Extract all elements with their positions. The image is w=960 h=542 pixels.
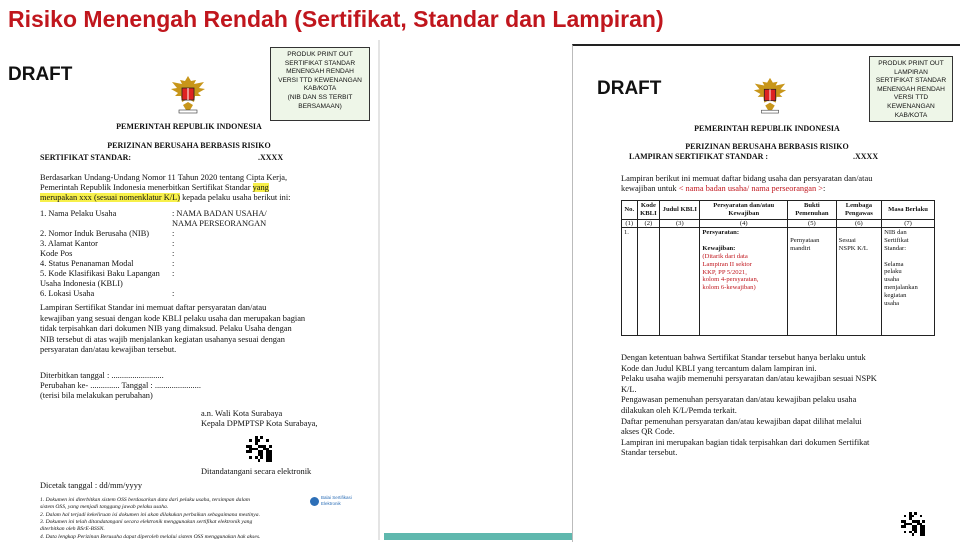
permit-heading: PERIZINAN BERUSAHA BERBASIS RISIKO [107, 141, 271, 150]
column-header: Persyaratan dan/atau Kewajiban [700, 201, 788, 220]
intro-line-3: merupakan xxx (sesuai nomenklatur K/L) kepada pelaku usaha berikut ini: [40, 193, 291, 202]
slide-title: Risiko Menengah Rendah (Sertifikat, Standar dan Lampiran) [8, 6, 664, 32]
table-header-row [622, 201, 935, 220]
field-value: : [172, 239, 175, 248]
proof-cell [788, 228, 837, 336]
change-date: Perubahan ke- .............. Tanggal : ...................... [40, 381, 201, 390]
cell-line [884, 253, 932, 261]
paragraph-line: Lampiran Sertifikat Standar ini memuat daftar persyaratan dan/atau [40, 303, 267, 312]
requirements-cell: Persyaratan: Kewajiban: (Ditarik dari data Lampiran II sektor KKP, PP 5/2021, kolom 4-persyaratan, kolom 6-kewajiban) [700, 228, 788, 336]
column-header: Judul KBLI [660, 201, 700, 220]
print-date: Dicetak tanggal : dd/mm/yyyy [40, 481, 143, 490]
footnote-line: 4. Data lengkap Perizinan Berusaha dapat diperoleh melalui sistem OSS menggunakan hak akses. [40, 533, 261, 540]
table-number-row [622, 219, 935, 228]
closing-line: Pelaku usaha wajib memenuhi persyaratan dan/atau kewajiban sesuai NSPK [621, 374, 877, 384]
stamp-line: MENENGAH RENDAH [286, 68, 354, 76]
certificate-document [0, 40, 378, 540]
kbli-title-cell [660, 228, 700, 336]
cell-line: kegiatan [884, 291, 907, 299]
field-label: 2. Nomor Induk Berusaha (NIB) [40, 229, 150, 238]
cell-line: Sesuai [838, 237, 856, 245]
stamp-line: (NIB DAN SS TERBIT [287, 93, 353, 101]
closing-line: akses QR Code. [621, 427, 675, 437]
issued-date: Diterbitkan tanggal : ......................... [40, 371, 164, 380]
draft-label: DRAFT [597, 78, 662, 99]
stamp-line: SERTIFIKAT STANDAR [284, 59, 356, 67]
column-number: (3) [660, 219, 700, 228]
field-value: : [172, 249, 175, 258]
closing-line: Pengawasan pemenuhan persyaratan dan/atau kewajiban pelaku usaha [621, 395, 857, 405]
footnote-line: 1. Dokumen ini diterbitkan sistem OSS berdasarkan data dari pelaku usaha, tersimpan dalam [40, 497, 250, 503]
field-value: : [172, 269, 175, 278]
paragraph-line: NIB tersebut di atas wajib menjalankan kegiatan usahanya sesuai dengan [40, 334, 285, 344]
column-number: (6) [836, 219, 881, 228]
field-label: 6. Lokasi Usaha [40, 289, 95, 298]
signatory-line-1: a.n. Wali Kota Surabaya [201, 409, 283, 418]
cell-line: mandiri [790, 245, 811, 253]
print-out-stamp [869, 56, 953, 122]
closing-line: Daftar pemenuhan persyaratan dan/atau kewajiban dapat dilihat melalui [621, 416, 862, 426]
cell-line: (Ditarik dari data [702, 252, 748, 260]
garuda-emblem-icon [168, 72, 208, 116]
stamp-line: BERSAMAAN) [298, 102, 342, 110]
page-divider [378, 40, 380, 540]
print-out-stamp [270, 47, 370, 121]
highlight-text: merupakan xxx (sesuai nomenklatur K/L) [40, 193, 181, 202]
cell-line: usaha [884, 276, 900, 284]
appendix-number: .XXXX [853, 152, 879, 161]
signatory-line-2: Kepala DPMPTSP Kota Surabaya, [201, 419, 318, 428]
stamp-line: VERSI TTD KEWENANGAN [278, 76, 362, 84]
paragraph-line: persyaratan dan/atau kewajiban tersebut. [40, 345, 177, 355]
government-title: PEMERINTAH REPUBLIK INDONESIA [694, 124, 840, 133]
paragraph-line: tidak terpisahkan dari dokumen NIB yang dimaksud. Pelaku Usaha dengan [40, 324, 292, 334]
cell-line: Selama [884, 260, 904, 268]
column-header: Kode KBLI [637, 201, 660, 220]
requirements-table [621, 200, 935, 336]
footnote-line: sistem OSS, yang menjadi tanggung jawab pelaku usaha. [40, 504, 169, 511]
government-title: PEMERINTAH REPUBLIK INDONESIA [116, 122, 262, 131]
certificate-number: .XXXX [258, 153, 284, 162]
field-value: : [172, 259, 175, 268]
appendix-label: LAMPIRAN SERTIFIKAT STANDAR : [629, 152, 769, 161]
intro-line-2: Pemerintah Republik Indonesia menerbitkan Sertifikat Standar yang [40, 183, 269, 192]
draft-label: DRAFT [8, 64, 73, 85]
paragraph-line: kewajiban yang sesuai dengan kode KBLI pelaku usaha dan merupakan bagian [40, 313, 306, 323]
stamp-line: SERTIFIKAT STANDAR [875, 77, 947, 85]
column-number: (4) [700, 219, 788, 228]
field-label: Usaha Indonesia (KBLI) [40, 279, 123, 288]
change-note: (terisi bila melakukan perubahan) [40, 391, 153, 400]
certificate-label: SERTIFIKAT STANDAR: [40, 153, 132, 162]
field-value: : [172, 229, 175, 238]
stamp-line: PRODUK PRINT OUT [878, 60, 944, 67]
electronic-signature-note: Ditandatangani secara elektronik [201, 467, 312, 476]
stamp-line: MENENGAH RENDAH [877, 85, 945, 93]
field-value: : NAMA BADAN USAHA/ [172, 209, 267, 218]
highlight-text: yang [252, 183, 269, 192]
column-number: (1) [622, 219, 638, 228]
cell-line: kolom 4-persyaratan, [702, 276, 759, 284]
cell-line: Standar: [884, 244, 907, 252]
agency-cell [836, 228, 881, 336]
field-value: NAMA PERSEORANGAN [172, 219, 267, 228]
appendix-document [572, 44, 960, 542]
column-number: (2) [637, 219, 660, 228]
stamp-line: LAMPIRAN [894, 68, 928, 76]
cell-line: Pernyataan [790, 237, 820, 245]
row-number: 1. [622, 228, 638, 336]
stamp-line: PRODUK PRINT OUT [287, 51, 353, 58]
bsre-logo: Balai Sertifikasi Elektronik [310, 495, 354, 515]
stamp-line: VERSI TTD KEWENANGAN [887, 94, 935, 110]
table-row [622, 228, 935, 336]
footnote-line: diterbitkan oleh BSrE-BSSN. [40, 526, 105, 533]
closing-line: dilakukan oleh K/L/Pemda terkait. [621, 406, 737, 415]
field-label: 5. Kode Klasifikasi Baku Lapangan [40, 269, 160, 278]
cell-line: pelaku [884, 268, 902, 276]
appendix-intro-1: Lampiran berikut ini memuat daftar bidang usaha dan persyaratan dan/atau [621, 174, 873, 183]
field-label: 4. Status Penanaman Modal [40, 259, 134, 268]
qr-code-icon [901, 512, 925, 536]
closing-line: Lampiran ini merupakan bagian tidak terpisahkan dari dokumen Sertifikat [621, 437, 870, 447]
kbli-code-cell [637, 228, 660, 336]
cell-line: menjalankan [884, 283, 918, 291]
cell-line: kolom 6-kewajiban) [702, 284, 756, 292]
cell-line: usaha [884, 299, 900, 307]
stamp-line: KAB/KOTA [303, 85, 337, 93]
cell-line: NSPK K/L [838, 245, 868, 253]
appendix-intro-2: kewajiban untuk < nama badan usaha/ nama perseorangan >: [621, 184, 826, 193]
cell-line: Lampiran II sektor [702, 260, 752, 268]
qr-code-icon [246, 436, 272, 462]
field-label: 1. Nama Pelaku Usaha [40, 209, 117, 218]
permit-heading: PERIZINAN BERUSAHA BERBASIS RISIKO [685, 142, 849, 151]
footer-accent-bar [384, 533, 572, 540]
column-header: No. [622, 201, 638, 220]
garuda-emblem-icon [751, 74, 789, 116]
cell-line: Sertifikat [884, 237, 909, 245]
field-label: 3. Alamat Kantor [40, 239, 98, 248]
cell-line: KKP, PP 5/2021, [702, 268, 747, 276]
closing-line: Dengan ketentuan bahwa Sertifikat Standar tersebut hanya berlaku untuk [621, 353, 866, 362]
field-label: Kode Pos [40, 249, 73, 258]
column-header: Lembaga Pengawas [836, 201, 881, 220]
intro-line-1: Berdasarkan Undang-Undang Nomor 11 Tahun 2020 tentang Cipta Kerja, [40, 173, 288, 182]
column-number: (5) [788, 219, 837, 228]
field-value: : [172, 289, 175, 298]
closing-line: Standar tersebut. [621, 448, 678, 458]
validity-cell [882, 228, 935, 336]
closing-line: Kode dan Judul KBLI yang tercantum dalam lampiran ini. [621, 363, 817, 373]
column-header: Masa Berlaku [882, 201, 935, 220]
column-number: (7) [882, 219, 935, 228]
stamp-line: KAB/KOTA [894, 111, 928, 119]
footnote-line: 3. Dokumen ini telah ditandatangani secara elektronik menggunakan sertifikat elektronik yang [40, 518, 253, 525]
closing-line: K/L. [621, 384, 637, 394]
column-header: Bukti Pemenuhan [788, 201, 837, 220]
cell-line: NIB dan [884, 229, 907, 237]
footnote-line: 2. Dalam hal terjadi kekeliruan isi dokumen ini akan dilakukan perbaikan sebagaimana mestinya. [40, 511, 260, 518]
